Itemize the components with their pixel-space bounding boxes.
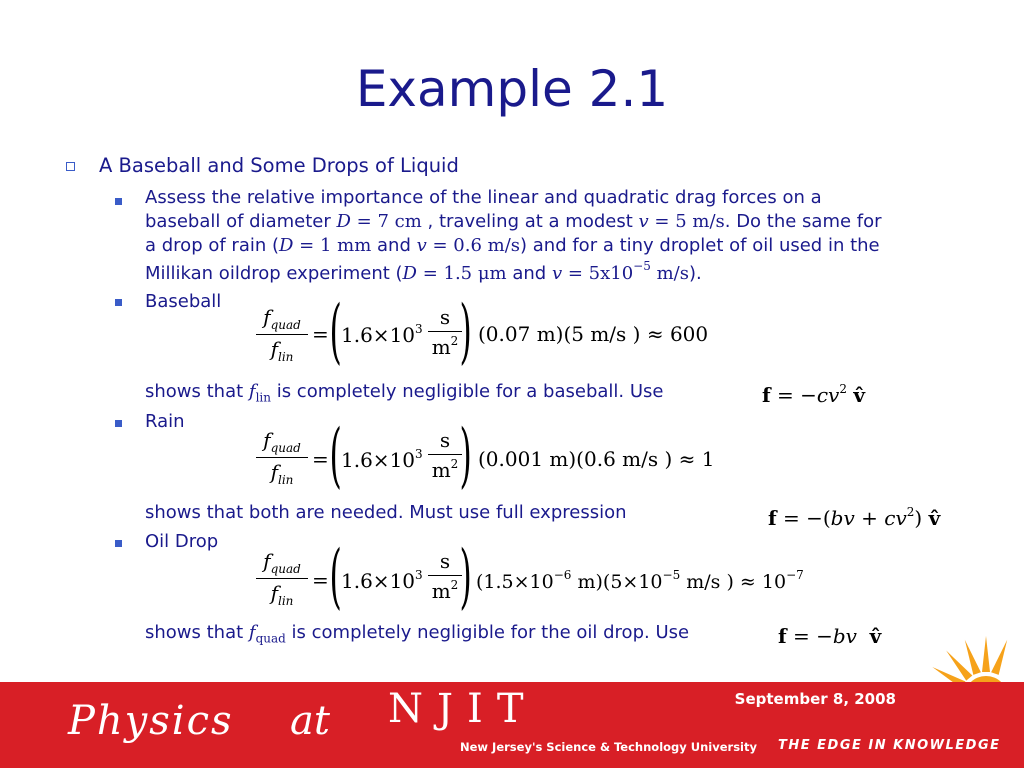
quadratic-force-formula: $f = -cv^2$ v̂: [762, 382, 865, 407]
coefficient: $1.6\times 10^3$: [341, 447, 423, 472]
njit-subtitle: New Jersey's Science & Technology University: [460, 740, 757, 754]
right-paren: ): [459, 414, 472, 496]
force-ratio-fraction: $f_{quad}$ $f_{lin}$: [256, 428, 308, 487]
equals-sign: =: [312, 568, 329, 592]
baseball-label: Baseball: [145, 291, 222, 312]
square-bullet-icon: [115, 420, 122, 427]
njit-logo: NJIT: [388, 686, 538, 732]
force-ratio-fraction: $f_{quad}$ $f_{lin}$: [256, 549, 308, 608]
left-paren: (: [329, 535, 342, 617]
baseball-tail: (0.07 m)(5 m/s ) ≈ 600: [478, 322, 709, 346]
square-bullet-icon: [115, 198, 122, 205]
equals-sign: =: [312, 447, 329, 471]
main-bullet-heading: A Baseball and Some Drops of Liquid: [99, 154, 459, 177]
intro-line-1: Assess the relative importance of the linear and quadratic drag forces on a: [145, 187, 822, 208]
right-paren: ): [459, 290, 472, 372]
square-bullet-icon: [115, 540, 122, 547]
square-bullet-icon: [115, 299, 122, 306]
sun-logo-icon: [928, 628, 1024, 688]
units-fraction: s $m^2$: [428, 305, 462, 359]
oil-tail: ($1.5\times 10^{-6}$ $m)(5\times 10^{-5}$ m/s ) ≈ $10^{-7}$: [476, 568, 804, 593]
oil-label: Oil Drop: [145, 531, 219, 552]
full-force-formula: $f = -(bv + cv^2)$ v̂: [768, 505, 941, 530]
units-fraction: s $m^2$: [428, 549, 462, 603]
coefficient: $1.6\times 10^3$: [341, 322, 423, 347]
linear-force-formula: f = −bv v̂: [778, 624, 882, 648]
baseball-conclusion: shows that $f_{lin}$ is completely negligible for a baseball. Use: [145, 381, 664, 405]
rain-label: Rain: [145, 411, 185, 432]
rain-tail: (0.001 m)(0.6 m/s ) ≈ 1: [478, 447, 715, 471]
right-paren: ): [459, 535, 472, 617]
slide-title: Example 2.1: [355, 60, 669, 118]
intro-line-2: baseball of diameter D = 7 cm , traveling at a modest v = 5 m/s. Do the same for: [145, 211, 882, 232]
oil-conclusion: shows that $f_{quad}$ is completely negligible for the oil drop. Use: [145, 622, 690, 646]
left-paren: (: [329, 414, 342, 496]
coefficient: $1.6\times 10^3$: [341, 568, 423, 593]
edge-tagline: THE EDGE IN KNOWLEDGE: [778, 738, 1001, 753]
equals-sign: =: [312, 322, 329, 346]
left-paren: (: [329, 290, 342, 372]
force-ratio-fraction: $f_{quad}$ $f_{lin}$: [256, 305, 308, 364]
intro-line-4: Millikan oildrop experiment (D = 1.5 μm and $v = 5x10^{-5}$ m/s).: [145, 259, 702, 284]
hollow-square-bullet-icon: [66, 162, 75, 171]
units-fraction: s $m^2$: [428, 428, 462, 482]
footer-date: September 8, 2008: [734, 690, 896, 708]
at-wordmark: at: [290, 698, 330, 744]
physics-wordmark: Physics: [68, 698, 234, 744]
footer-bar: [0, 682, 1024, 768]
rain-conclusion: shows that both are needed. Must use full expression: [145, 502, 627, 523]
intro-line-3: a drop of rain (D = 1 mm and v = 0.6 m/s) and for a tiny droplet of oil used in the: [145, 235, 880, 256]
